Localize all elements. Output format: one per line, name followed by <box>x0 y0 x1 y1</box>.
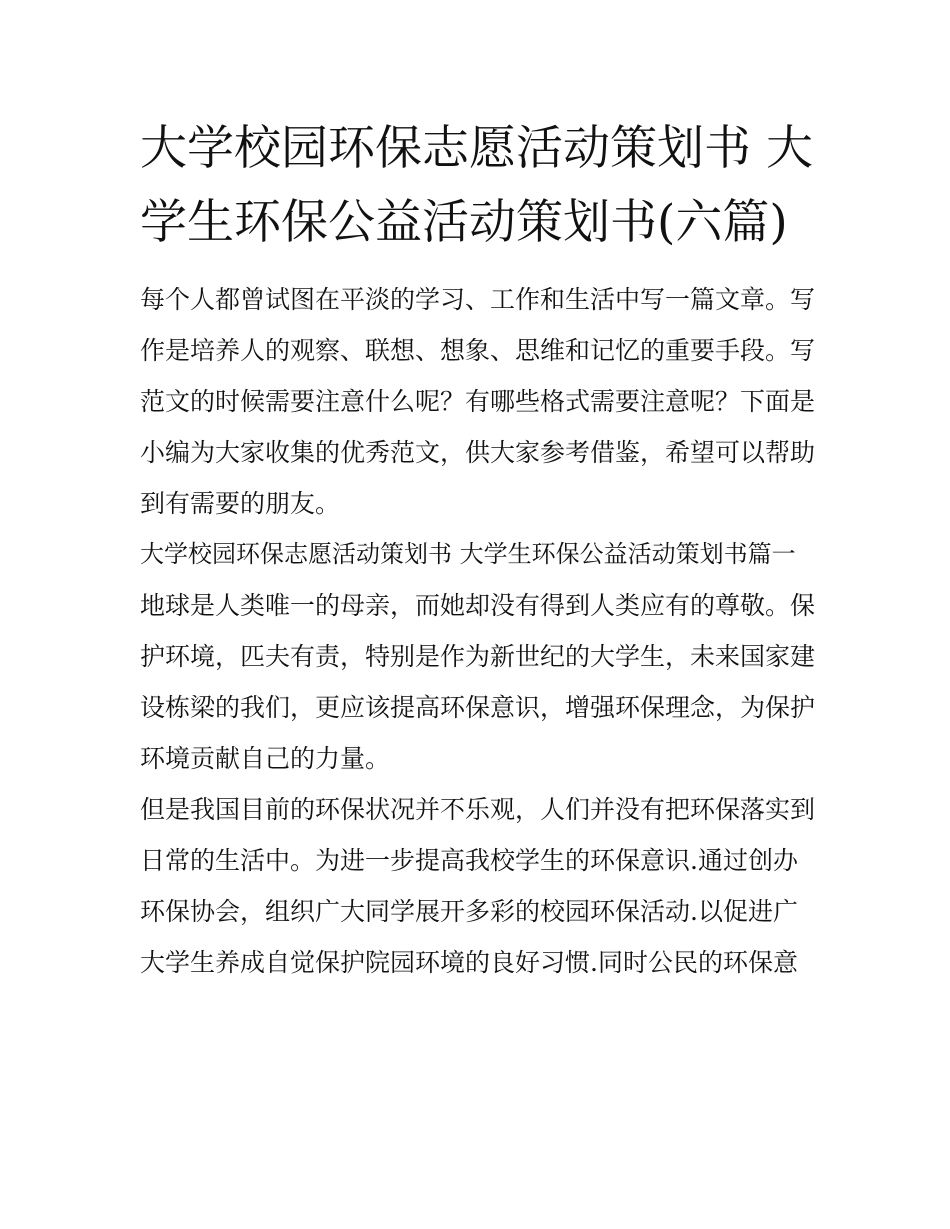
intro-paragraph: 每个人都曾试图在平淡的学习、工作和生活中写一篇文章。写作是培养人的观察、联想、想象、思维和记忆的重要手段。写范文的时候需要注意什么呢？有哪些格式需要注意呢？下面是小编为大家收集的优秀范文，供大家参考借鉴，希望可以帮助到有需要的朋友。 <box>140 285 816 518</box>
section-heading: 大学校园环保志愿活动策划书 大学生环保公益活动策划书篇一 <box>140 540 796 568</box>
document-page <box>140 112 815 988</box>
body-paragraph-1: 地球是人类唯一的母亲，而她却没有得到人类应有的尊敬。保护环境，匹夫有责，特别是作为新世纪的大学生，未来国家建设栋梁的我们，更应该提高环保意识，增强环保理念，为保护环境贡献自己的力量。 <box>140 591 816 773</box>
body-paragraph-2: 但是我国目前的环保状况并不乐观，人们并没有把环保落实到日常的生活中。为进一步提高我校学生的环保意识.通过创办环保协会，组织广大同学展开多彩的校园环保活动.以促进广大学生养成自觉保护院园环境的良好习惯.同时公民的环保意 <box>140 795 816 977</box>
document-title: 大学校园环保志愿活动策划书 大学生环保公益活动策划书(六篇) <box>140 121 813 250</box>
